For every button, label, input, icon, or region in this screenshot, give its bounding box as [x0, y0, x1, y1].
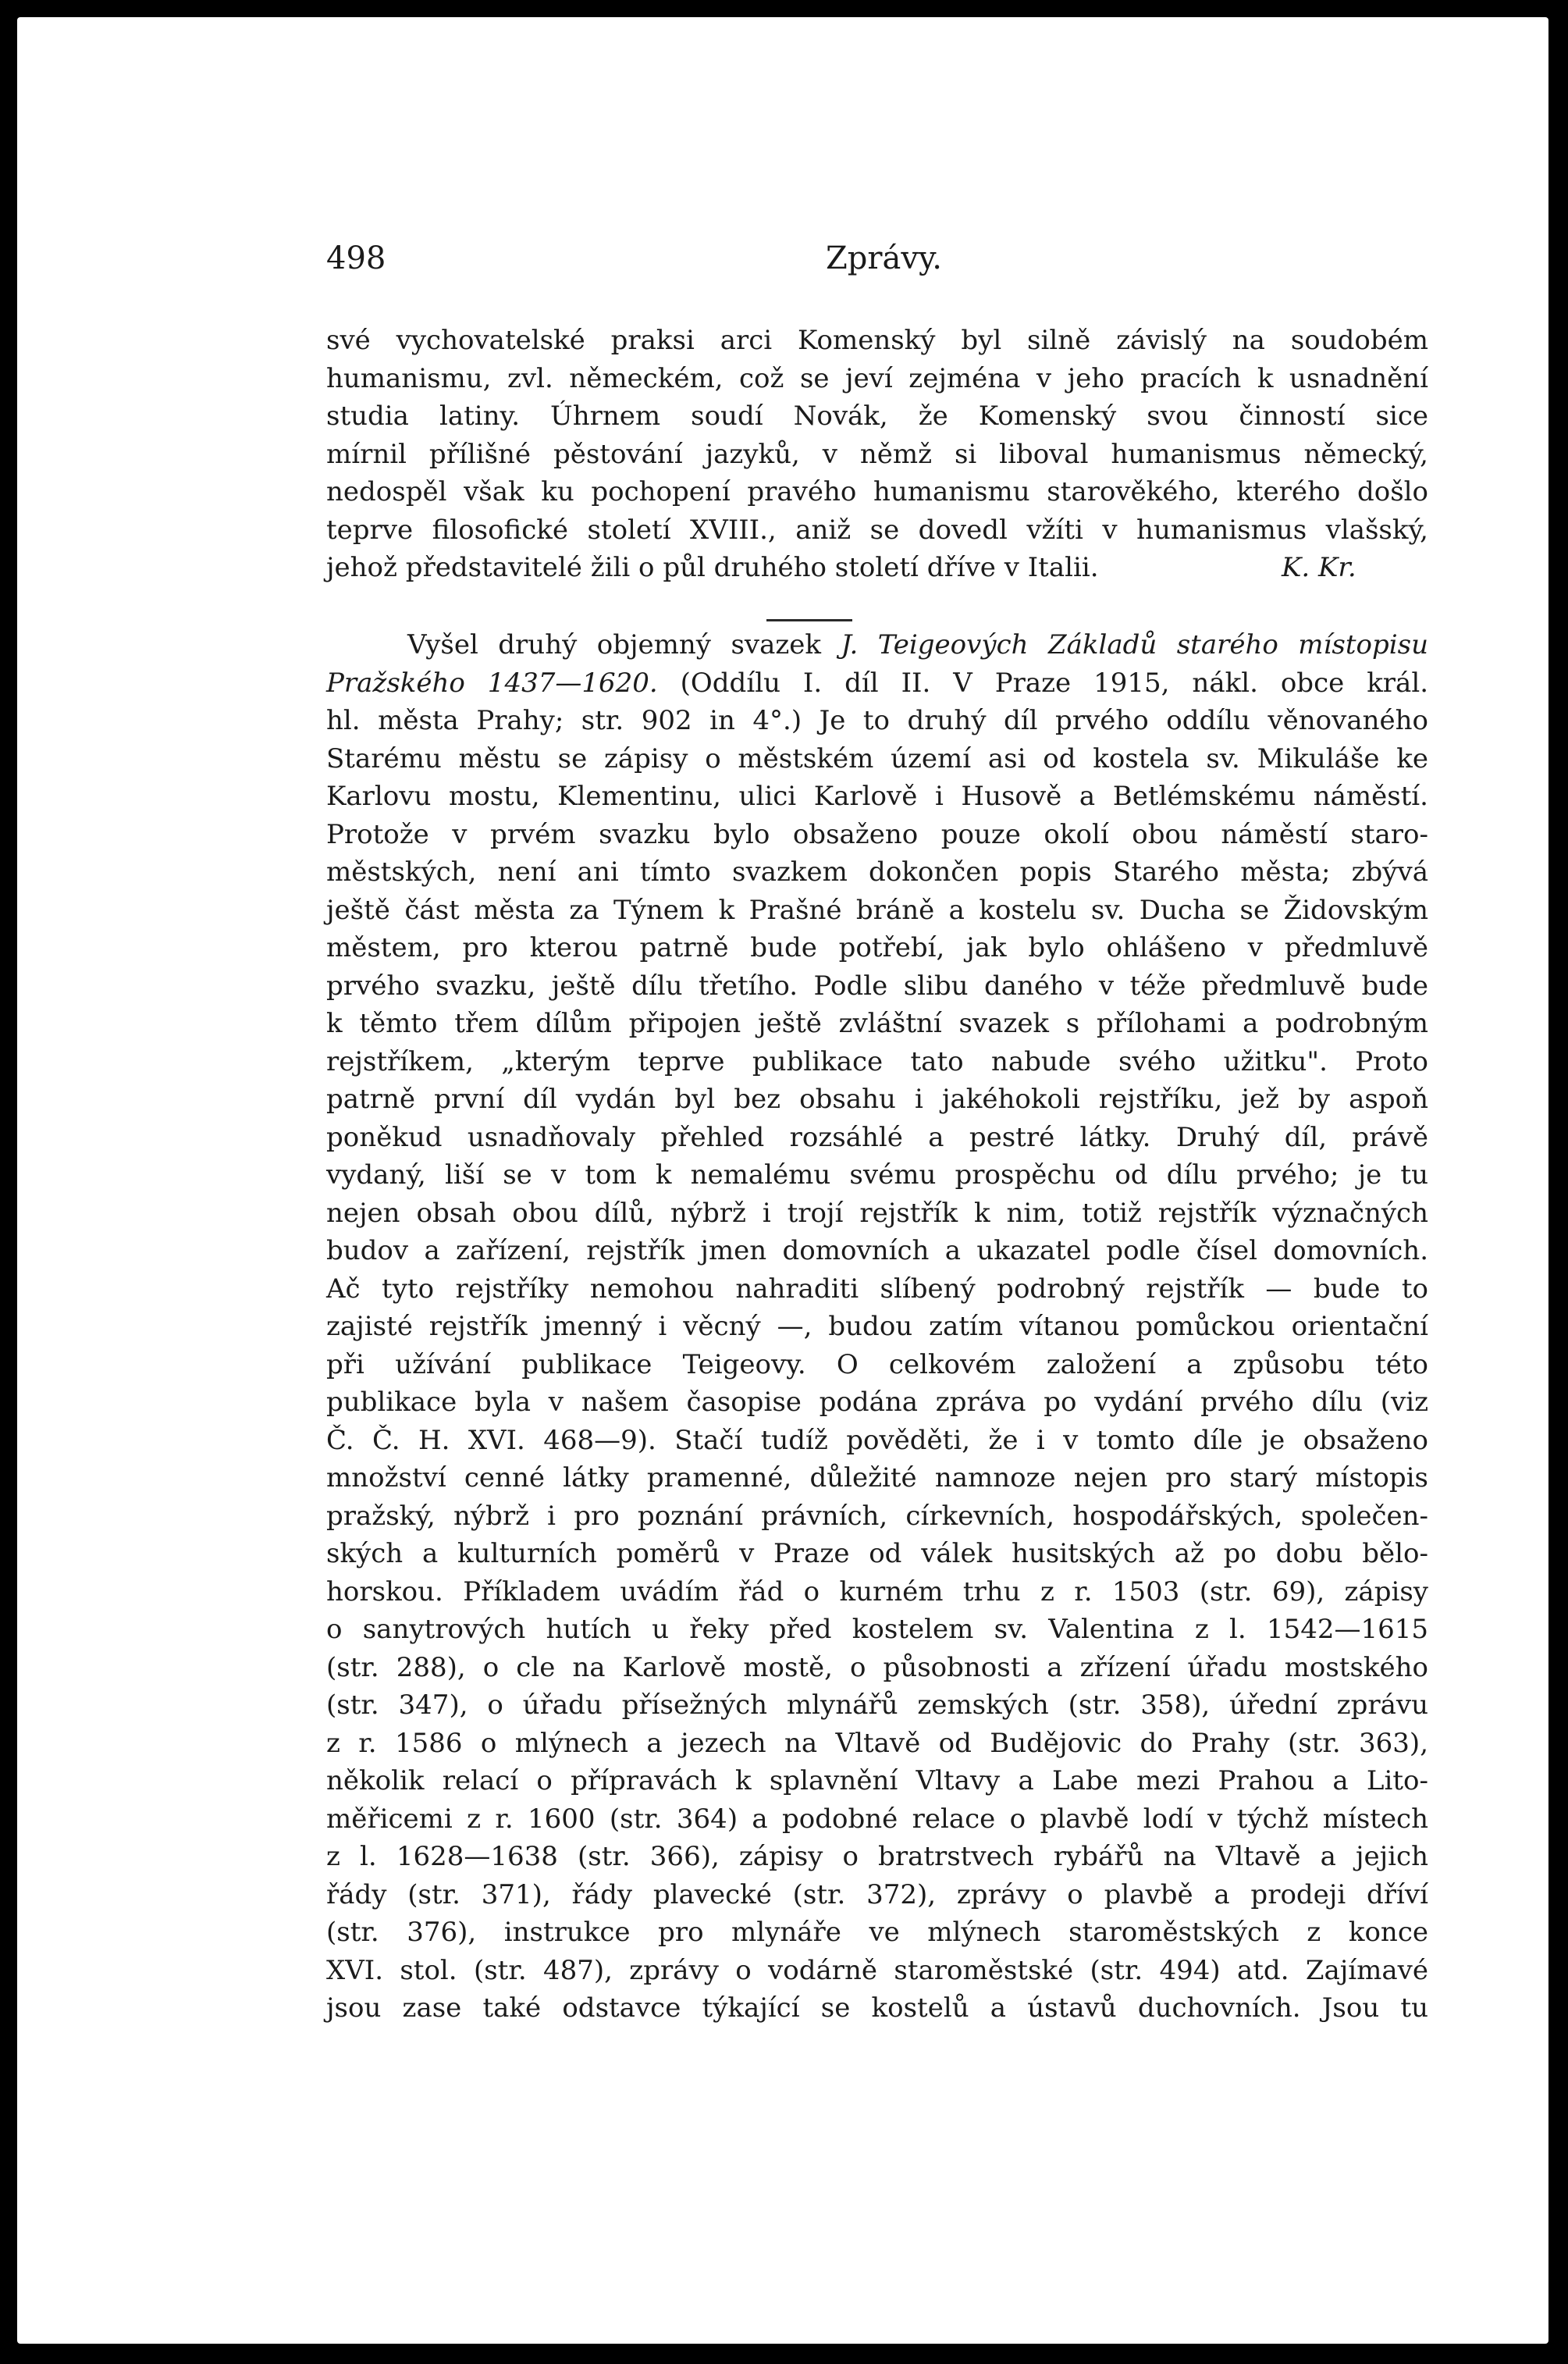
text-line: při užívání publikace Teigeovy. O celkovém založení a způsobu této [326, 1348, 1428, 1380]
text-line: hl. města Prahy; str. 902 in 4°.) Je to druhý díl prvého oddílu věnovaného [326, 705, 1428, 736]
text-line: Starému městu se zápisy o městském území asi od kostela sv. Mikuláše ke [326, 742, 1428, 774]
text-line: mírnil přílišné pěstování jazyků, v němž si liboval humanismus německý, [326, 438, 1428, 470]
text-line: z l. 1628—1638 (str. 366), zápisy o bratrstvech rybářů na Vltavě a jejich [326, 1841, 1428, 1872]
text-line: nedospěl však ku pochopení pravého humanismu starověkého, kterého došlo [326, 476, 1428, 507]
text-line: XVI. stol. (str. 487), zprávy o vodárně staroměstské (str. 494) atd. Zajímavé [326, 1954, 1428, 1986]
text-line: ještě část města za Týnem k Prašné bráně a kostelu sv. Ducha se Židovským [326, 894, 1428, 926]
text-line: jehož představitelé žili o půl druhého století dříve v Italii. [326, 552, 1099, 583]
text-line: (str. 347), o úřadu přísežných mlynářů zemských (str. 358), úřední zprávu [326, 1689, 1428, 1721]
text-line: Č. Č. H. XVI. 468—9). Stačí tudíž pověděti, že i v tomto díle je obsaženo [326, 1424, 1428, 1456]
text-line: řády (str. 371), řády plavecké (str. 372), zprávy o plavbě a prodeji dříví [326, 1878, 1428, 1910]
text-line: publikace byla v našem časopise podána zpráva po vydání prvého dílu (viz [326, 1387, 1428, 1418]
text-line: horskou. Příkladem uvádím řád o kurném trhu z r. 1503 (str. 69), zápisy [326, 1575, 1428, 1607]
text-line: teprve filosofické století XVIII., aniž se dovedl vžíti v humanismus vlašský, [326, 514, 1428, 546]
text-line: (str. 376), instrukce pro mlynáře ve mlýnech staroměstských z konce [326, 1917, 1428, 1948]
text-line: ských a kulturních poměrů v Praze od válek husitských až po dobu bělo- [326, 1538, 1428, 1569]
section-divider [766, 619, 852, 621]
text-line: patrně první díl vydán byl bez obsahu i jakéhokoli rejstříku, jež by aspoň [326, 1084, 1428, 1115]
text-line: (str. 288), o cle na Karlově mostě, o působnosti a zřízení úřadu mostského [326, 1651, 1428, 1683]
text-line: z r. 1586 o mlýnech a jezech na Vltavě od Budějovic do Prahy (str. 363), [326, 1727, 1428, 1759]
text-line: poněkud usnadňovaly přehled rozsáhlé a pestré látky. Druhý díl, právě [326, 1121, 1428, 1153]
page-number: 498 [326, 240, 386, 276]
text-line: městských, není ani tímto svazkem dokončen popis Starého města; zbývá [326, 856, 1428, 888]
text-line: pražský, nýbrž i pro poznání právních, církevních, hospodářských, společen- [326, 1500, 1428, 1532]
text-line: humanismu, zvl. německém, což se jeví zejména v jeho pracích k usnadnění [326, 362, 1428, 394]
text-line [326, 664, 1428, 703]
paragraph-novak-review [326, 322, 1428, 587]
text-line: množství cenné látky pramenné, důležité namnoze nejen pro starý místopis [326, 1462, 1428, 1494]
text-line: rejstříkem, „kterým teprve publikace tato nabude svého užitku". Proto [326, 1045, 1428, 1077]
text-line: městem, pro kterou patrně bude potřebí, jak bylo ohlášeno v předmluvě [326, 932, 1428, 963]
text-line: prvého svazku, ještě dílu třetího. Podle slibu daného v téže předmluvě bude [326, 970, 1428, 1002]
text-line: studia latiny. Úhrnem soudí Novák, že Komenský svou činností sice [326, 401, 1428, 432]
text-line: budov a zařízení, rejstřík jmen domovních a ukazatel podle čísel domovních. [326, 1235, 1428, 1266]
document-page [17, 17, 1548, 2344]
text-line: několik relací o přípravách k splavnění Vltavy a Labe mezi Prahou a Lito- [326, 1765, 1428, 1796]
text-line: zajisté rejstřík jmenný i věcný —, budou zatím vítanou pomůckou orientační [326, 1311, 1428, 1342]
text-line: o sanytrových hutích u řeky před kostelem sv. Valentina z l. 1542—1615 [326, 1614, 1428, 1645]
text-line: Karlovu mostu, Klementinu, ulici Karlově i Husově a Betlémskému náměstí. [326, 781, 1428, 812]
text-line: nejen obsah obou dílů, nýbrž i trojí rejstřík k nim, totiž rejstřík význačných [326, 1197, 1428, 1229]
paragraph-teige-review [326, 626, 1428, 2028]
text-run: (Oddílu I. díl II. V Praze 1915, nákl. obce král. [657, 667, 1428, 699]
running-head: Zprávy. [826, 240, 942, 276]
text-line: měřicemi z r. 1600 (str. 364) a podobné relace o plavbě lodí v týchž místech [326, 1803, 1428, 1835]
text-line: vydaný, liší se v tom k nemalému svému prospěchu od dílu prvého; je tu [326, 1159, 1428, 1191]
text-line: Protože v prvém svazku bylo obsaženo pouze okolí obou náměstí staro- [326, 818, 1428, 850]
author-signature: K. Kr. [1282, 552, 1356, 583]
text-line [326, 626, 1428, 664]
text-line: k těmto třem dílům připojen ještě zvláštní svazek s přílohami a podrobným [326, 1008, 1428, 1039]
book-title-continued: Pražského 1437—1620. [326, 667, 658, 699]
book-title: J. Teigeových Základů starého místopisu [841, 629, 1428, 660]
text-line: Ač tyto rejstříky nemohou nahraditi slíbený podrobný rejstřík — bude to [326, 1273, 1428, 1305]
text-line: své vychovatelské praksi arci Komenský byl silně závislý na soudobém [326, 325, 1428, 356]
text-line: jsou zase také odstavce týkající se kostelů a ústavů duchovních. Jsou tu [326, 1992, 1428, 2024]
text-run: Vyšel druhý objemný svazek [407, 629, 841, 660]
